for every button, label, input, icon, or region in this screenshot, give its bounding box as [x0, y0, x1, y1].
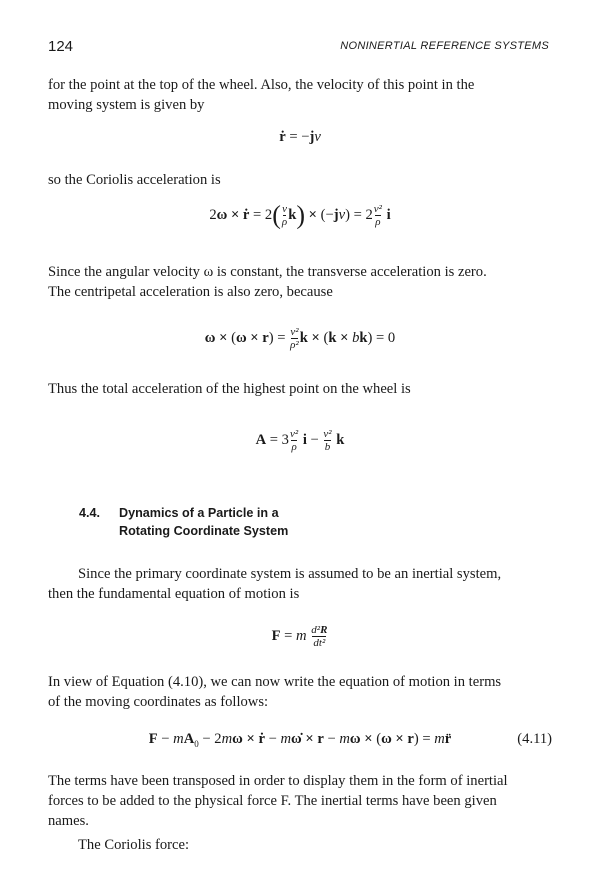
section-title-line-1: Dynamics of a Particle in a	[119, 506, 279, 520]
paragraph-1	[48, 75, 552, 115]
equation-number: (4.11)	[517, 731, 552, 747]
paragraph-7-line-1: The terms have been transposed in order to display them in the form of inertial	[48, 773, 508, 789]
paragraph-5	[48, 564, 552, 604]
running-title: NONINERTIAL REFERENCE SYSTEMS	[340, 40, 549, 52]
paragraph-7	[48, 771, 552, 831]
paragraph-1-line-2: moving system is given by	[48, 97, 205, 113]
paragraph-3-line-1: Since the angular velocity ω is constant, the transverse acceleration is zero.	[48, 264, 487, 280]
section-title-line-2: Rotating Coordinate System	[119, 524, 289, 538]
paragraph-7-line-2: forces to be added to the physical force F. The inertial terms have been given	[48, 793, 497, 809]
equation-total-acceleration: A = 3 $\frac{\text{v²}}{\rho}$ i − $\frac{\text{v²}}{b}$ k	[255, 428, 345, 454]
equation-centripetal: ω × (ω × r) = $\frac{\text{v²}}{\text{ρ²}}$ k × (k × bk) = 0	[204, 326, 396, 352]
paragraph-8: The Coriolis force:	[78, 837, 190, 853]
paragraph-7-line-3: names.	[48, 813, 89, 829]
paragraph-4: Thus the total acceleration of the highest point on the wheel is	[48, 381, 411, 397]
section-number: 4.4.	[79, 506, 101, 520]
equation-velocity: ṙ = −jv	[279, 129, 321, 145]
page-number: 124	[48, 38, 74, 55]
equation-coriolis: 2ω × ṙ = 2( $\frac{v}{\rho}$ k) × (−jv) = 2 $\frac{\text{v²}}{\rho}$ i	[209, 200, 391, 230]
paragraph-2: so the Coriolis acceleration is	[48, 172, 221, 188]
section-heading	[79, 504, 288, 540]
page-header	[48, 38, 549, 56]
paragraph-3	[48, 262, 552, 302]
paragraph-3-line-2: The centripetal acceleration is also zero, because	[48, 284, 333, 300]
paragraph-5-line-2: then the fundamental equation of motion is	[48, 586, 300, 602]
equation-motion-moving: $F - mA_0 - 2m\omega$ × ṙ − mω̇ × r − mω × (ω × r) = mr̈ (4.11)	[148, 731, 552, 749]
paragraph-6-line-2: of the moving coordinates as follows:	[48, 694, 269, 710]
paragraph-1-line-1: for the point at the top of the wheel. Also, the velocity of this point in the	[48, 77, 475, 93]
paragraph-5-line-1: Since the primary coordinate system is assumed to be an inertial system,	[78, 566, 502, 582]
equation-newton: F = m $\frac{\text{d²R}}{\text{dt²}}$	[271, 624, 328, 650]
paragraph-6	[48, 672, 552, 712]
paragraph-6-line-1: In view of Equation (4.10), we can now write the equation of motion in terms	[48, 674, 502, 690]
